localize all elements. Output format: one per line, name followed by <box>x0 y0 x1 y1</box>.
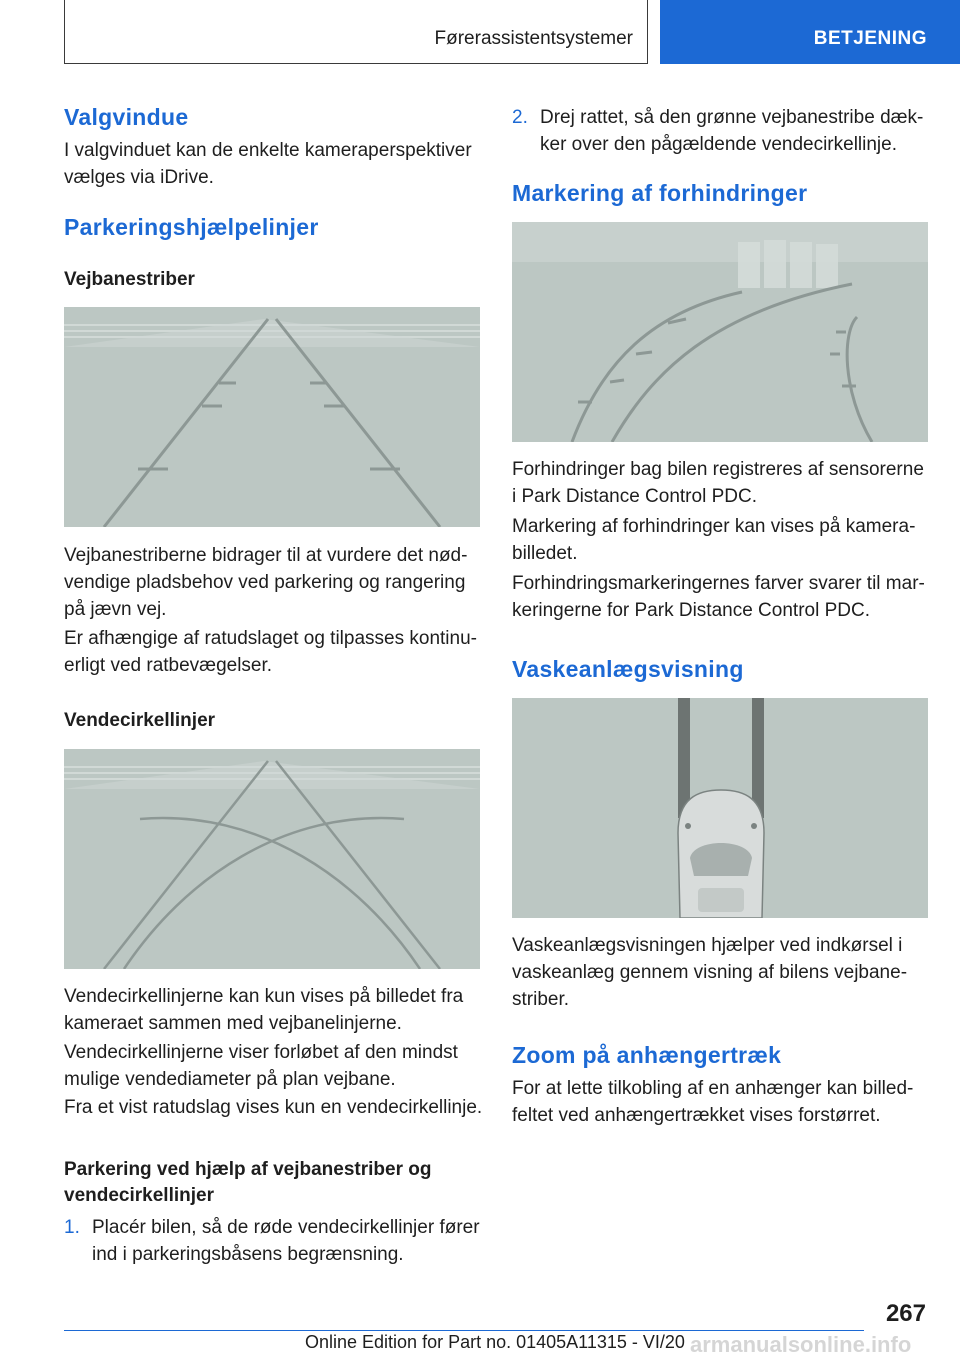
text-line: kameraet sammen med vejbanelinjerne. <box>64 1013 402 1034</box>
heading-parkeringshjaelpelinjer: Parkeringshjælpelinjer <box>64 214 319 240</box>
text-line: I valgvinduet kan de enkelte kameraperspektiver <box>64 140 472 161</box>
paragraph-vejbanestriber-2 <box>64 625 477 679</box>
paragraph-markering-3 <box>512 570 925 624</box>
header-chapter-tab <box>660 0 960 64</box>
text-line: vælges via iDrive. <box>64 167 214 188</box>
text-line: Forhindringsmarkeringernes farver svarer til mar- <box>512 573 925 594</box>
text-line: Vaskeanlægsvisningen hjælper ved indkørsel i <box>512 935 903 956</box>
text-line: Placér bilen, så de røde vendecirkellinjer fører <box>92 1217 480 1238</box>
paragraph-markering-1 <box>512 456 924 510</box>
step-number: 2. <box>512 107 528 128</box>
text-line: erligt ved ratbevægelser. <box>64 655 273 676</box>
text-line: ind i parkeringsbåsens begrænsning. <box>92 1244 404 1265</box>
header-section-title: Førerassistentsystemer <box>434 28 633 49</box>
heading-parkering-ved-hjaelp <box>64 1157 431 1209</box>
text-line: på jævn vej. <box>64 599 167 620</box>
header-section-box <box>64 0 648 64</box>
text-line: ker over den pågældende vendecirkellinje. <box>540 134 898 155</box>
text-line: feltet ved anhængertrækket vises forstørret. <box>512 1105 881 1126</box>
heading-line: vendecirkellinjer <box>64 1185 214 1206</box>
figure-markering-af-forhindringer <box>512 222 928 442</box>
heading-vejbanestriber: Vejbanestriber <box>64 269 195 290</box>
text-line: vaskeanlæg gennem visning af bilens vejbane- <box>512 962 908 983</box>
text-line: Er afhængige af ratudslaget og tilpasses kontinu- <box>64 628 477 649</box>
heading-vendecirkellinjer: Vendecirkellinjer <box>64 710 216 731</box>
paragraph-vendecirkel-3: Fra et vist ratudslag vises kun en vendecirkellinje. <box>64 1097 483 1118</box>
paragraph-zoom <box>512 1075 913 1129</box>
figure-vaskeanlaegsvisning <box>512 698 928 918</box>
step-2 <box>512 104 932 164</box>
text-line: Forhindringer bag bilen registreres af sensorerne <box>512 459 924 480</box>
paragraph-vaskeanlaeg <box>512 932 907 1013</box>
heading-valgvindue: Valgvindue <box>64 104 189 130</box>
heading-line: Parkering ved hjælp af vejbanestriber og <box>64 1159 432 1180</box>
figure-vejbanestriber <box>64 307 480 527</box>
heading-vaskeanlaegsvisning: Vaskeanlægsvisning <box>512 656 744 682</box>
heading-markering-af-forhindringer: Markering af forhindringer <box>512 180 808 206</box>
step-text <box>540 104 923 158</box>
paragraph-vejbanestriber-1 <box>64 542 467 623</box>
paragraph-vendecirkel-2 <box>64 1039 458 1093</box>
text-line: billedet. <box>512 543 578 564</box>
text-line: Vejbanestriberne bidrager til at vurdere det nød- <box>64 545 468 566</box>
paragraph-valgvindue <box>64 137 472 191</box>
footer-edition: Online Edition for Part no. 01405A11315 - VI/20 <box>305 1332 685 1352</box>
step-text <box>92 1214 480 1268</box>
header-chapter-title: BETJENING <box>813 28 927 49</box>
paragraph-vendecirkel-1 <box>64 983 463 1037</box>
watermark: armanualsonline.info <box>690 1332 912 1357</box>
text-line: Markering af forhindringer kan vises på kamera- <box>512 516 916 537</box>
step-1 <box>64 1214 484 1274</box>
figure-vendecirkellinjer <box>64 749 480 969</box>
text-line: Vendecirkellinjerne kan kun vises på billedet fra <box>64 986 464 1007</box>
step-number: 1. <box>64 1217 80 1238</box>
footer-divider <box>64 1330 864 1331</box>
text-line: Drej rattet, så den grønne vejbanestribe dæk- <box>540 107 924 128</box>
text-line: mulige vendediameter på plan vejbane. <box>64 1069 396 1090</box>
text-line: striber. <box>512 989 570 1010</box>
text-line: Vendecirkellinjerne viser forløbet af den mindst <box>64 1042 458 1063</box>
page-number: 267 <box>885 1300 926 1327</box>
heading-zoom-paa-anhaengertraek: Zoom på anhængertræk <box>512 1042 782 1068</box>
text-line: vendige pladsbehov ved parkering og rangering <box>64 572 466 593</box>
text-line: For at lette tilkobling af en anhænger kan billed- <box>512 1078 914 1099</box>
text-line: i Park Distance Control PDC. <box>512 486 757 507</box>
paragraph-markering-2 <box>512 513 915 567</box>
text-line: keringerne for Park Distance Control PDC. <box>512 600 870 621</box>
